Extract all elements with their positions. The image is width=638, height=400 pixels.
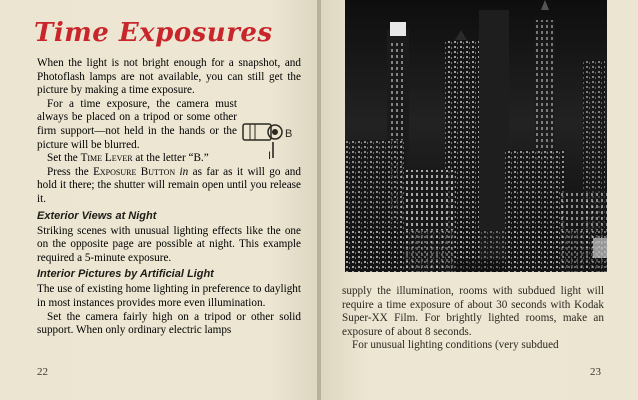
paragraph-interior: The use of existing home lighting in preference to daylight in most instances provides more even illumination. xyxy=(37,283,301,309)
paragraph-unusual-lighting: For unusual lighting conditions (very subdued xyxy=(352,339,559,352)
paragraph-press-button: Press the Exposure Button in as far as it will go and hold it there; the shutter will remain open until you release it. xyxy=(37,165,301,205)
diagram-label-i: I xyxy=(241,118,242,119)
heading-interior-pictures: Interior Pictures by Artificial Light xyxy=(37,268,214,281)
page-title: Time Exposures xyxy=(34,18,273,48)
book-gutter xyxy=(317,0,321,400)
paragraph-continued: supply the illumination, rooms with subdued light will require a time exposure of about 30 seconds with Kodak Super-XX Film. For brightly lighted rooms, make an exposure of about 8 seconds. xyxy=(342,285,604,338)
paragraph-exterior: Striking scenes with unusual lighting effects like the one on the opposite page are possible at night. This example required a 5-minute exposure. xyxy=(37,224,301,264)
intro-text xyxy=(37,57,301,338)
continued-text xyxy=(342,285,604,353)
night-skyline-photo xyxy=(345,0,607,272)
page-number-left: 22 xyxy=(37,366,48,378)
paragraph-set-lever: Set the Time Lever at the letter “B.” xyxy=(47,152,209,165)
paragraph-camera-support: Set the camera fairly high on a tripod or other solid support. When only ordinary electric lamps xyxy=(37,310,301,337)
diagram-label-b: B xyxy=(285,128,293,140)
diagram-label-i-text: I xyxy=(268,150,272,162)
page-number-right: 23 xyxy=(590,366,601,378)
paragraph-intro: When the light is not bright enough for a snapshot, and Photoflash lamps are not available, you can still get the picture by making a time exposure. xyxy=(37,57,301,97)
heading-exterior-views: Exterior Views at Night xyxy=(37,209,157,222)
paragraph-tripod: For a time exposure, the camera must always be placed on a tripod or some other firm support—not held in the hands or the picture will be blurred. xyxy=(37,97,237,151)
